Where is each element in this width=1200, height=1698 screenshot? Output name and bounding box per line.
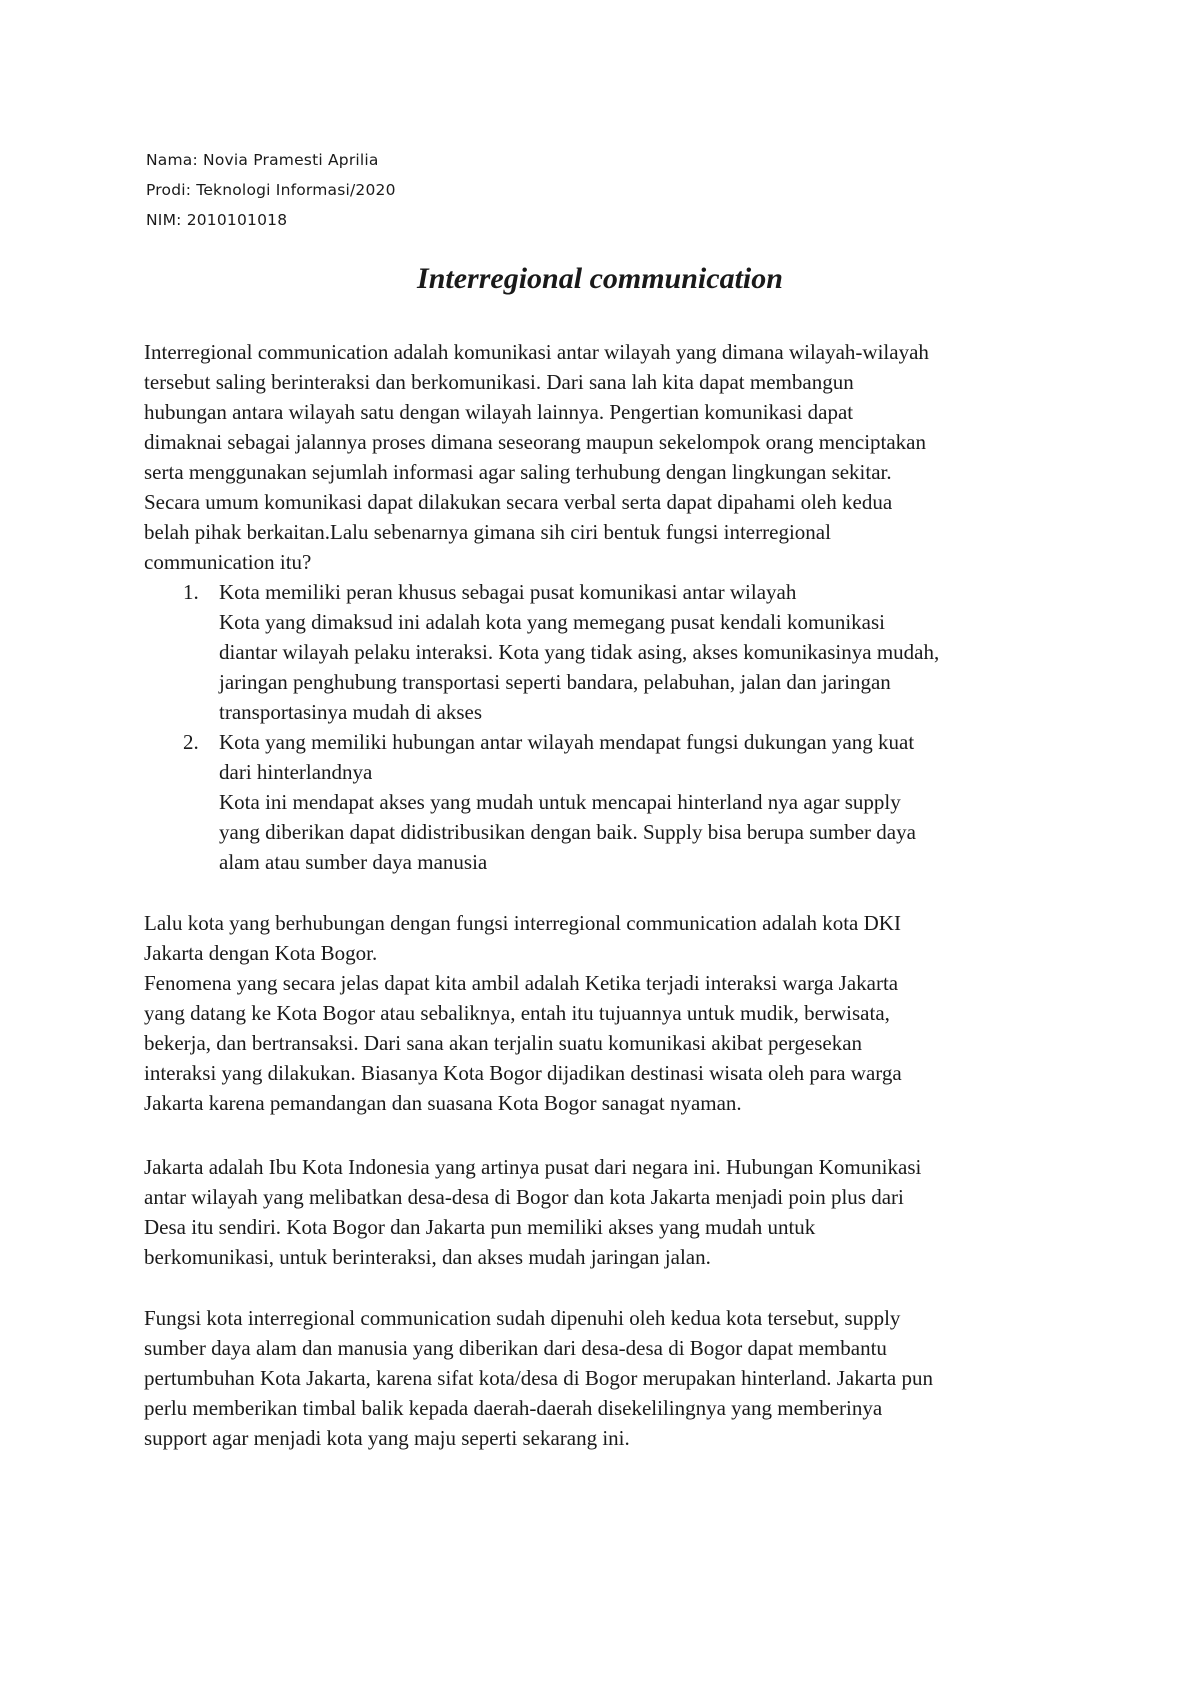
text-line: antar wilayah yang melibatkan desa-desa di Bogor dan kota Jakarta menjadi poin plus dari xyxy=(144,1185,904,1209)
numbered-list xyxy=(144,577,1074,877)
list-number: 1. xyxy=(183,580,199,604)
text-line: Jakarta dengan Kota Bogor. xyxy=(144,941,378,965)
intro-paragraph xyxy=(144,337,1074,577)
paragraph-jakarta-bogor xyxy=(144,908,1074,1118)
paragraph-conclusion xyxy=(144,1303,1074,1453)
paragraph-jakarta-capital xyxy=(144,1152,1074,1272)
text-line: perlu memberikan timbal balik kepada daerah-daerah disekelilingnya yang memberinya xyxy=(144,1396,883,1420)
text-line: sumber daya alam dan manusia yang diberikan dari desa-desa di Bogor dapat membantu xyxy=(144,1336,887,1360)
identity-block xyxy=(146,145,396,235)
text-line: bekerja, dan bertransaksi. Dari sana akan terjalin suatu komunikasi akibat pergesekan xyxy=(144,1031,863,1055)
text-line: alam atau sumber daya manusia xyxy=(219,850,488,874)
list-item xyxy=(144,577,1074,727)
text-line: pertumbuhan Kota Jakarta, karena sifat kota/desa di Bogor merupakan hinterland. Jakarta pun xyxy=(144,1366,933,1390)
text-line: yang diberikan dapat didistribusikan dengan baik. Supply bisa berupa sumber daya xyxy=(219,820,916,844)
text-line: Kota ini mendapat akses yang mudah untuk mencapai hinterland nya agar supply xyxy=(219,790,901,814)
document-title: Interregional communication xyxy=(417,262,783,295)
text-line: Fungsi kota interregional communication sudah dipenuhi oleh kedua kota tersebut, supply xyxy=(144,1306,901,1330)
text-line: support agar menjadi kota yang maju seperti sekarang ini. xyxy=(144,1426,630,1450)
text-line: hubungan antara wilayah satu dengan wilayah lainnya. Pengertian komunikasi dapat xyxy=(144,400,854,424)
text-line: serta menggunakan sejumlah informasi agar saling terhubung dengan lingkungan sekitar. xyxy=(144,460,892,484)
text-line: Desa itu sendiri. Kota Bogor dan Jakarta pun memiliki akses yang mudah untuk xyxy=(144,1215,816,1239)
list-number: 2. xyxy=(183,730,199,754)
student-id: NIM: 2010101018 xyxy=(146,211,288,229)
text-line: Secara umum komunikasi dapat dilakukan secara verbal serta dapat dipahami oleh kedua xyxy=(144,490,893,514)
study-program: Prodi: Teknologi Informasi/2020 xyxy=(146,181,396,199)
text-line: jaringan penghubung transportasi seperti bandara, pelabuhan, jalan dan jaringan xyxy=(219,670,891,694)
text-line: Jakarta karena pemandangan dan suasana Kota Bogor sanagat nyaman. xyxy=(144,1091,742,1115)
text-line: berkomunikasi, untuk berinteraksi, dan akses mudah jaringan jalan. xyxy=(144,1245,711,1269)
text-line: belah pihak berkaitan.Lalu sebenarnya gimana sih ciri bentuk fungsi interregional xyxy=(144,520,831,544)
text-line: diantar wilayah pelaku interaksi. Kota yang tidak asing, akses komunikasinya mudah, xyxy=(219,640,940,664)
text-line: communication itu? xyxy=(144,550,312,574)
text-line: dimaknai sebagai jalannya proses dimana seseorang maupun sekelompok orang menciptakan xyxy=(144,430,927,454)
text-line: Kota yang dimaksud ini adalah kota yang memegang pusat kendali komunikasi xyxy=(219,610,886,634)
text-line: dari hinterlandnya xyxy=(219,760,373,784)
student-name: Nama: Novia Pramesti Aprilia xyxy=(146,151,379,169)
text-line: yang datang ke Kota Bogor atau sebaliknya, entah itu tujuannya untuk mudik, berwisata, xyxy=(144,1001,890,1025)
text-line: interaksi yang dilakukan. Biasanya Kota Bogor dijadikan destinasi wisata oleh para warga xyxy=(144,1061,902,1085)
text-line: Jakarta adalah Ibu Kota Indonesia yang artinya pusat dari negara ini. Hubungan Komunikasi xyxy=(144,1155,922,1179)
list-item xyxy=(144,727,1074,877)
text-line: Lalu kota yang berhubungan dengan fungsi interregional communication adalah kota DKI xyxy=(144,911,901,935)
text-line: Kota yang memiliki hubungan antar wilayah mendapat fungsi dukungan yang kuat xyxy=(219,730,915,754)
text-line: tersebut saling berinteraksi dan berkomunikasi. Dari sana lah kita dapat membangun xyxy=(144,370,854,394)
text-line: Kota memiliki peran khusus sebagai pusat komunikasi antar wilayah xyxy=(219,580,797,604)
text-line: transportasinya mudah di akses xyxy=(219,700,483,724)
text-line: Fenomena yang secara jelas dapat kita ambil adalah Ketika terjadi interaksi warga Jakarta xyxy=(144,971,899,995)
text-line: Interregional communication adalah komunikasi antar wilayah yang dimana wilayah-wilayah xyxy=(144,340,929,364)
